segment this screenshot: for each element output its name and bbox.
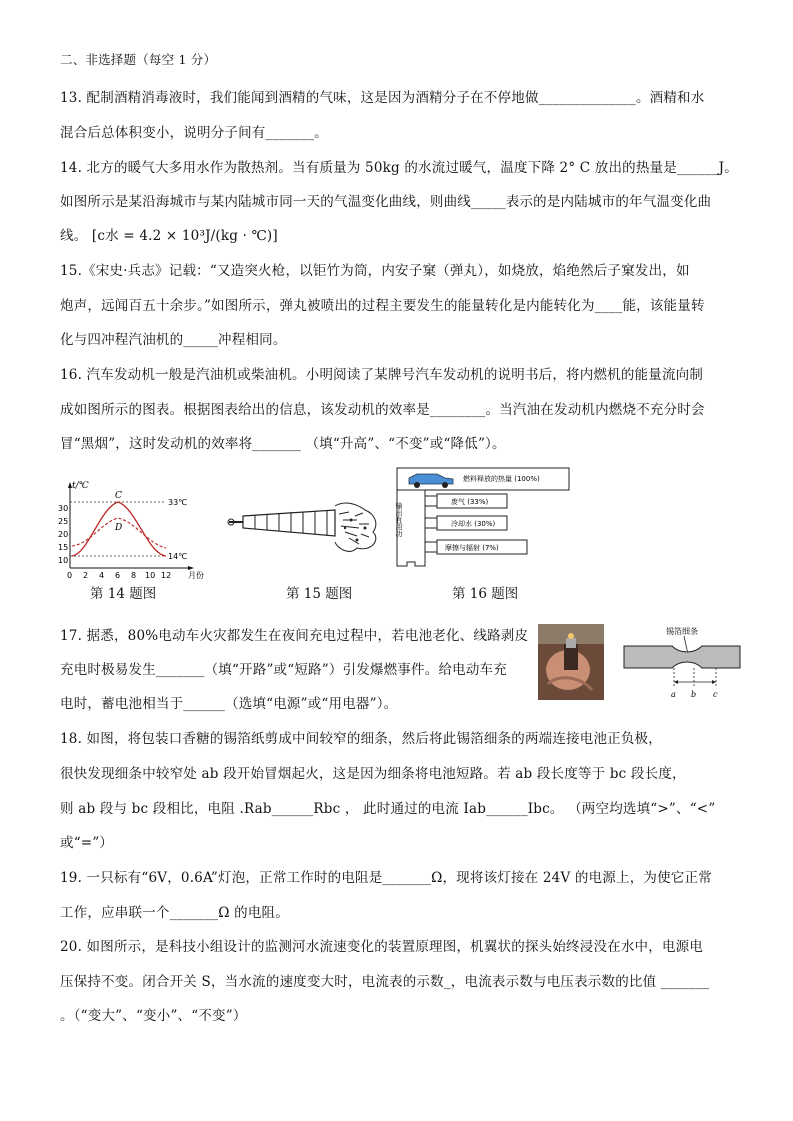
q17-line-2: 充电时极易发生_______（填“开路”或“短路”）引发爆燃事件。给电动车充: [60, 662, 507, 678]
fig14-y-tick-20: 20: [58, 530, 69, 539]
fig14-y-tick-25: 25: [58, 517, 69, 526]
fig14-x-tick-10: 10: [145, 571, 156, 580]
fig14-y-tick-10: 10: [58, 556, 69, 565]
fig16-caption: 第 16 题图: [452, 586, 519, 602]
q17-line-1: 17. 据悉，80%电动车火灾都发生在夜间充电过程中，若电池老化、线路剥皮: [60, 628, 529, 644]
fig14-min-label: 14℃: [168, 552, 188, 561]
fig16-total: 燃料释放的热量 (100%): [463, 475, 540, 483]
fig16-cooling: 冷却水 (30%): [451, 520, 496, 528]
q18-line-4: 或“=”）: [60, 835, 114, 851]
q14-line-2: 如图所示是某沿海城市与某内陆城市同一天的气温变化曲线，则曲线_____表示的是内陆城市的年气温变化曲: [60, 194, 712, 210]
fig14-label-c: C: [115, 491, 122, 501]
q16-line-1: 16. 汽车发动机一般是汽油机或柴油机。小明阅读了某牌号汽车发动机的说明书后，将内燃机的能量流向制: [60, 367, 704, 383]
q13-line-1: 13. 配制酒精消毒液时，我们能闻到酒精的气味，这是因为酒精分子在不停地做______________。酒精和水: [60, 90, 705, 106]
q14-line-3: 线。 [c水 = 4.2 × 10³J/(kg · ℃)]: [60, 228, 278, 244]
section-title: 二、非选择题（每空 1 分）: [60, 52, 217, 67]
q15-line-3: 化与四冲程汽油机的_____冲程相同。: [60, 332, 287, 348]
fig15-fire-lance: [225, 490, 385, 570]
q15-line-2: 炮声，远闻百五十余步。”如图所示，弹丸被喷出的过程主要发生的能量转化是内能转化为____能，该能量转: [60, 298, 705, 314]
fig16-energy-flow: [397, 466, 572, 578]
q13-line-2: 混合后总体积变小，说明分子间有_______。: [60, 125, 328, 141]
fig14-max-label: 33℃: [168, 498, 188, 507]
fig14-x-tick-2: 2: [83, 571, 89, 580]
q15-line-1: 15.《宋史·兵志》记载：“又造突火枪，以钜竹为筒，内安子窠（弹丸），如烧放，焰绝然后子窠发出，如: [60, 263, 690, 279]
fig14-x-tick-8: 8: [131, 571, 137, 580]
q20-line-2: 压保持不变。闭合开关 S，当水流的速度变大时，电流表的示数_，电流表示数与电压表示数的比值 _______: [60, 974, 710, 990]
fig14-y-tick-30: 30: [58, 504, 69, 513]
fig14-x-tick-12: 12: [161, 571, 172, 580]
fig17-charging-photo: [538, 624, 604, 700]
fig15-caption: 第 15 题图: [286, 586, 353, 602]
fig14-label-d: D: [115, 523, 123, 533]
fig18-label-b: b: [691, 690, 697, 699]
q17-line-3: 电时，蓄电池相当于______（选填“电源”或“用电器”）。: [60, 696, 398, 712]
q18-line-1: 18. 如图，将包装口香糖的锡箔纸剪成中间较窄的细条，然后将此锡箔细条的两端连接电池正负极，: [60, 731, 662, 747]
q19-line-2: 工作，应串联一个_______Ω 的电阻。: [60, 905, 289, 921]
q14-line-1: 14. 北方的暖气大多用水作为散热剂。当有质量为 50kg 的水流过暖气，温度下降 2° C 放出的热量是______J。: [60, 160, 738, 176]
q20-line-3: 。（“变大”、“变小”、“不变”）: [60, 1008, 247, 1024]
fig14-x-tick-6: 6: [115, 571, 121, 580]
fig18-label-a: a: [671, 690, 676, 699]
fig16-output: 输出有用功: [395, 502, 403, 537]
fig14-x-label: 月份: [188, 571, 204, 580]
fig14-x-tick-0: 0: [67, 571, 73, 580]
q16-line-3: 冒“黑烟”，这时发动机的效率将_______ （填“升高”、“不变”或“降低”）。: [60, 436, 506, 452]
fig14-y-tick-15: 15: [58, 543, 69, 552]
fig16-exhaust: 废气 (33%): [451, 498, 489, 506]
q18-line-3: 则 ab 段与 bc 段相比，电阻 .Rab______Rbc ， 此时通过的电流 Iab______Ibc。 （两空均选填“>”、“<”: [60, 801, 716, 817]
fig14-caption: 第 14 题图: [90, 586, 157, 602]
q16-line-2: 成如图所示的图表。根据图表给出的信息，该发动机的效率是________。当汽油在发动机内燃烧不充分时会: [60, 402, 705, 418]
q18-line-2: 很快发现细条中较窄处 ab 段开始冒烟起火，这是因为细条将电池短路。若 ab 段长度等于 bc 段长度，: [60, 766, 686, 782]
fig18-foil-strip: [622, 624, 744, 704]
fig18-title: 锡箔细条: [666, 627, 698, 636]
fig14-chart: [58, 478, 218, 583]
fig16-friction: 摩擦与辐射 (7%): [445, 544, 499, 552]
q19-line-1: 19. 一只标有“6V，0.6A”灯泡，正常工作时的电阻是_______Ω，现将该灯接在 24V 的电源上，为使它正常: [60, 870, 712, 886]
fig18-label-c: c: [713, 690, 718, 699]
fig14-y-label: t/℃: [72, 481, 89, 491]
q20-line-1: 20. 如图所示，是科技小组设计的监测河水流速变化的装置原理图，机翼状的探头始终浸没在水中，电源电: [60, 939, 704, 955]
fig14-x-tick-4: 4: [99, 571, 105, 580]
